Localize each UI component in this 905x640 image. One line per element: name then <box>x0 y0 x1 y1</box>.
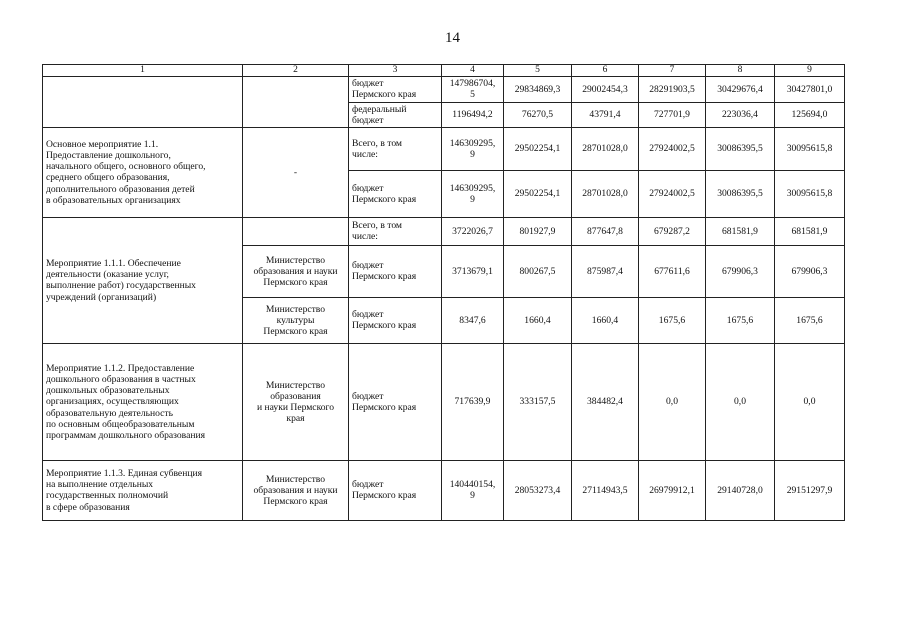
column-header: 7 <box>639 65 706 77</box>
funding-source: бюджет Пермского края <box>349 77 442 102</box>
column-header: 6 <box>572 65 639 77</box>
value-cell: 30429676,4 <box>706 77 775 102</box>
value-cell: 28053273,4 <box>504 460 572 520</box>
activity-name: Мероприятие 1.1.1. Обеспечение деятельности (оказание услуг, выполнение работ) государственных учреждений (организаций) <box>43 217 243 343</box>
value-cell: 30095615,8 <box>775 170 845 217</box>
value-cell: 681581,9 <box>706 217 775 245</box>
column-header: 9 <box>775 65 845 77</box>
responsible-cell <box>243 77 349 128</box>
page-number: 14 <box>445 30 460 46</box>
value-cell: 1660,4 <box>504 297 572 343</box>
responsible-executor: Министерство образования и науки Пермского края <box>243 343 349 460</box>
column-numbers-row <box>43 65 845 77</box>
funding-source: бюджет Пермского края <box>349 460 442 520</box>
value-cell: 28291903,5 <box>639 77 706 102</box>
value-cell: 29502254,1 <box>504 127 572 170</box>
value-cell: 140440154, 9 <box>442 460 504 520</box>
activity-name: Мероприятие 1.1.2. Предоставление дошкольного образования в частных дошкольных образовательных организациях, осуществляющих образовательную деятельность по основным общеобразовательным программам дошкольного образования <box>43 343 243 460</box>
value-cell: 0,0 <box>775 343 845 460</box>
value-cell: 30086395,5 <box>706 170 775 217</box>
table-row <box>43 77 845 102</box>
value-cell: 0,0 <box>706 343 775 460</box>
funding-source: бюджет Пермского края <box>349 343 442 460</box>
table-row <box>43 217 845 245</box>
value-cell: 1660,4 <box>572 297 639 343</box>
value-cell: 43791,4 <box>572 102 639 127</box>
value-cell: 3722026,7 <box>442 217 504 245</box>
responsible-executor: Министерство образования и науки Пермского края <box>243 245 349 297</box>
value-cell: 30427801,0 <box>775 77 845 102</box>
column-header: 2 <box>243 65 349 77</box>
value-cell: 29002454,3 <box>572 77 639 102</box>
value-cell: 681581,9 <box>775 217 845 245</box>
column-header: 1 <box>43 65 243 77</box>
column-header: 3 <box>349 65 442 77</box>
value-cell: 27924002,5 <box>639 127 706 170</box>
value-cell: 29140728,0 <box>706 460 775 520</box>
value-cell: 717639,9 <box>442 343 504 460</box>
value-cell: 875987,4 <box>572 245 639 297</box>
program-name-cell <box>43 77 243 128</box>
value-cell: 30086395,5 <box>706 127 775 170</box>
value-cell: 384482,4 <box>572 343 639 460</box>
value-cell: 30095615,8 <box>775 127 845 170</box>
value-cell: 125694,0 <box>775 102 845 127</box>
value-cell: 0,0 <box>639 343 706 460</box>
value-cell: 1675,6 <box>775 297 845 343</box>
activity-name: Мероприятие 1.1.3. Единая субвенция на выполнение отдельных государственных полномочий в сфере образования <box>43 460 243 520</box>
column-header: 8 <box>706 65 775 77</box>
column-header: 5 <box>504 65 572 77</box>
value-cell: 800267,5 <box>504 245 572 297</box>
value-cell: 679906,3 <box>706 245 775 297</box>
value-cell: 801927,9 <box>504 217 572 245</box>
value-cell: 223036,4 <box>706 102 775 127</box>
funding-source: Всего, в том числе: <box>349 127 442 170</box>
value-cell: 28701028,0 <box>572 127 639 170</box>
value-cell: 146309295, 9 <box>442 170 504 217</box>
value-cell: 147986704, 5 <box>442 77 504 102</box>
value-cell: 1675,6 <box>706 297 775 343</box>
value-cell: 8347,6 <box>442 297 504 343</box>
table-row <box>43 127 845 170</box>
value-cell: 28701028,0 <box>572 170 639 217</box>
value-cell: 29151297,9 <box>775 460 845 520</box>
responsible-executor: Министерство культуры Пермского края <box>243 297 349 343</box>
value-cell: 333157,5 <box>504 343 572 460</box>
table-row <box>43 343 845 460</box>
value-cell: 1196494,2 <box>442 102 504 127</box>
responsible-cell <box>243 217 349 245</box>
value-cell: 677611,6 <box>639 245 706 297</box>
column-header: 4 <box>442 65 504 77</box>
value-cell: 679287,2 <box>639 217 706 245</box>
responsible-executor: - <box>243 127 349 217</box>
value-cell: 727701,9 <box>639 102 706 127</box>
table-row <box>43 460 845 520</box>
value-cell: 76270,5 <box>504 102 572 127</box>
value-cell: 146309295, 9 <box>442 127 504 170</box>
value-cell: 877647,8 <box>572 217 639 245</box>
value-cell: 29502254,1 <box>504 170 572 217</box>
funding-source: Всего, в том числе: <box>349 217 442 245</box>
value-cell: 29834869,3 <box>504 77 572 102</box>
budget-table <box>42 64 845 521</box>
funding-source: бюджет Пермского края <box>349 245 442 297</box>
activity-name: Основное мероприятие 1.1. Предоставление дошкольного, начального общего, основного общего, среднего общего образования, дополнительного образования детей в образовательных организациях <box>43 127 243 217</box>
funding-source: бюджет Пермского края <box>349 297 442 343</box>
value-cell: 1675,6 <box>639 297 706 343</box>
value-cell: 679906,3 <box>775 245 845 297</box>
funding-source: федеральный бюджет <box>349 102 442 127</box>
funding-source: бюджет Пермского края <box>349 170 442 217</box>
responsible-executor: Министерство образования и науки Пермского края <box>243 460 349 520</box>
value-cell: 26979912,1 <box>639 460 706 520</box>
value-cell: 27924002,5 <box>639 170 706 217</box>
value-cell: 3713679,1 <box>442 245 504 297</box>
value-cell: 27114943,5 <box>572 460 639 520</box>
